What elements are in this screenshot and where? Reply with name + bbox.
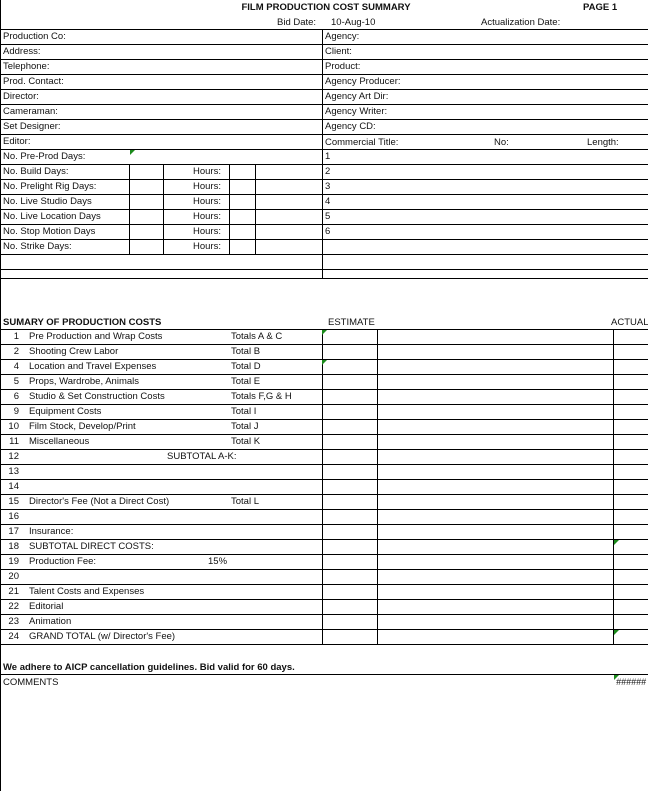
- estimate-header: ESTIMATE: [328, 317, 375, 328]
- summary-row-label: Equipment Costs: [29, 406, 102, 417]
- hours-label: Hours:: [193, 211, 221, 222]
- rule-line: [0, 59, 648, 60]
- summary-row-number: 2: [13, 346, 19, 357]
- rule-line: [0, 404, 648, 405]
- summary-row-label: GRAND TOTAL (w/ Director's Fee): [29, 631, 176, 642]
- summary-row-number: 5: [13, 376, 19, 387]
- summary-row-total: Total B: [231, 346, 261, 357]
- summary-row-number: 9: [13, 406, 19, 417]
- rule-line: [0, 344, 648, 345]
- summary-row-number: 21: [8, 586, 19, 597]
- summary-row-number: 19: [8, 556, 19, 567]
- info-label-right: Agency CD:: [325, 121, 376, 132]
- summary-row-number: 20: [8, 571, 19, 582]
- commercial-number: 5: [325, 211, 331, 222]
- summary-row-number: 6: [13, 391, 19, 402]
- rule-line: [0, 134, 648, 135]
- summary-row-number: 16: [8, 511, 19, 522]
- summary-row-number: 22: [8, 601, 19, 612]
- hours-label: Hours:: [193, 196, 221, 207]
- rule-line: [0, 464, 648, 465]
- summary-row-total: Total D: [231, 361, 261, 372]
- rule-line: [0, 389, 648, 390]
- hours-label: Hours:: [193, 181, 221, 192]
- summary-row-total: Totals F,G & H: [231, 391, 292, 402]
- note-indicator-icon: [614, 540, 619, 545]
- summary-row-total: Total J: [231, 421, 259, 432]
- summary-row-label: Pre Production and Wrap Costs: [29, 331, 163, 342]
- summary-row-total: Total E: [231, 376, 261, 387]
- summary-row-label: Production Fee:: [29, 556, 97, 567]
- rule-line: [0, 419, 648, 420]
- commercial-number: 1: [325, 151, 331, 162]
- production-fee-percent: 15%: [208, 556, 228, 567]
- days-label: No. Strike Days:: [3, 241, 72, 252]
- rule-line: [0, 614, 648, 615]
- summary-row-label: Insurance:: [29, 526, 74, 537]
- rule-line: [0, 44, 648, 45]
- rule-line: [0, 224, 648, 225]
- summary-row-total: Total I: [231, 406, 257, 417]
- info-label-left: Editor:: [3, 136, 31, 147]
- rule-line: [0, 674, 648, 675]
- info-label-right: Agency Writer:: [325, 106, 388, 117]
- note-indicator-icon: [614, 630, 619, 635]
- days-label: No. Build Days:: [3, 166, 69, 177]
- info-label-left: Address:: [3, 46, 41, 57]
- summary-row-label: Studio & Set Construction Costs: [29, 391, 165, 402]
- summary-title: SUMARY OF PRODUCTION COSTS: [3, 317, 162, 328]
- summary-row-number: 11: [9, 436, 19, 447]
- info-label-left: Telephone:: [3, 61, 50, 72]
- info-label-left: Prod. Contact:: [3, 76, 64, 87]
- commercial-number: 3: [325, 181, 331, 192]
- summary-row-number: 17: [8, 526, 19, 537]
- rule-line: [0, 509, 648, 510]
- rule-line: [0, 449, 648, 450]
- rule-line: [0, 374, 648, 375]
- page-number: PAGE 1: [583, 2, 618, 13]
- rule-line: [0, 644, 648, 645]
- commercial-number: 6: [325, 226, 331, 237]
- rule-line: [0, 104, 648, 105]
- days-label: No. Live Location Days: [3, 211, 101, 222]
- rule-line: [0, 149, 648, 150]
- summary-row-label: Animation: [29, 616, 72, 627]
- summary-row-number: 13: [8, 466, 19, 477]
- rule-line: [0, 74, 648, 75]
- bid-date-value[interactable]: 10-Aug-10: [331, 17, 376, 28]
- info-label-right: Agency:: [325, 31, 360, 42]
- rule-line: [0, 569, 648, 570]
- rule-line: [0, 194, 648, 195]
- rule-line: [129, 164, 130, 254]
- commercial-number: 2: [325, 166, 331, 177]
- subtotal-ak-label: SUBTOTAL A-K:: [167, 451, 237, 462]
- rule-line: [0, 179, 648, 180]
- overflow-cell: ######: [616, 677, 647, 687]
- info-label-left: Production Co:: [3, 31, 66, 42]
- summary-row-number: 24: [8, 631, 19, 642]
- note-indicator-icon: [614, 675, 619, 680]
- note-indicator-icon: [322, 360, 327, 365]
- note-indicator-icon: [322, 330, 327, 335]
- rule-line: [0, 119, 648, 120]
- rule-line: [0, 434, 648, 435]
- days-label: No. Live Studio Days: [3, 196, 92, 207]
- hours-label: Hours:: [193, 241, 221, 252]
- commercial-number: 4: [325, 196, 331, 207]
- summary-row-label: Director's Fee (Not a Direct Cost): [29, 496, 170, 507]
- rule-line: [0, 209, 648, 210]
- commercial-no-label: No:: [494, 137, 509, 148]
- rule-line: [0, 629, 648, 630]
- summary-row-label: Film Stock, Develop/Print: [29, 421, 136, 432]
- summary-row-label: Location and Travel Expenses: [29, 361, 157, 372]
- estimate-col-left: [322, 329, 323, 644]
- rule-line: [0, 584, 648, 585]
- rule-line: [229, 164, 230, 254]
- summary-row-label: Talent Costs and Expenses: [29, 586, 145, 597]
- info-label-left: Director:: [3, 91, 39, 102]
- comments-label: COMMENTS: [3, 677, 59, 688]
- days-label: No. Pre-Prod Days:: [3, 151, 86, 162]
- summary-row-number: 4: [13, 361, 19, 372]
- rule-line: [0, 89, 648, 90]
- summary-row-number: 18: [8, 541, 19, 552]
- cancellation-note: We adhere to AICP cancellation guidelines. Bid valid for 60 days.: [3, 662, 295, 673]
- estimate-col-right: [377, 329, 378, 644]
- info-label-left: Set Designer:: [3, 121, 61, 132]
- summary-row-number: 12: [8, 451, 19, 462]
- summary-row-total: Totals A & C: [231, 331, 283, 342]
- center-divider: [322, 29, 323, 278]
- page-title: FILM PRODUCTION COST SUMMARY: [241, 2, 411, 13]
- rule-line: [0, 524, 648, 525]
- summary-row-total: Total L: [231, 496, 259, 507]
- summary-row-number: 14: [8, 481, 19, 492]
- summary-row-label: Miscellaneous: [29, 436, 90, 447]
- summary-row-number: 23: [8, 616, 19, 627]
- actual-header: ACTUAL: [611, 317, 648, 328]
- rule-line: [0, 239, 648, 240]
- actualization-date-label: Actualization Date:: [481, 17, 561, 28]
- rule-line: [0, 539, 648, 540]
- info-label-left: Cameraman:: [3, 106, 58, 117]
- rule-line: [0, 254, 648, 255]
- note-indicator-icon: [130, 150, 135, 155]
- rule-line: [0, 494, 648, 495]
- rule-line: [163, 164, 164, 254]
- rule-line: [0, 29, 648, 30]
- summary-row-label: SUBTOTAL DIRECT COSTS:: [29, 541, 154, 552]
- rule-line: [0, 278, 648, 279]
- info-label-right: Client:: [325, 46, 352, 57]
- bid-date-label: Bid Date:: [277, 17, 317, 28]
- commercial-length-label: Length:: [587, 137, 619, 148]
- rule-line: [0, 164, 648, 165]
- summary-row-label: Props, Wardrobe, Animals: [29, 376, 139, 387]
- actual-col-left: [613, 329, 614, 644]
- rule-line: [0, 599, 648, 600]
- hours-label: Hours:: [193, 226, 221, 237]
- rule-line: [0, 554, 648, 555]
- info-label-right: Agency Art Dir:: [325, 91, 389, 102]
- summary-row-total: Total K: [231, 436, 261, 447]
- days-label: No. Stop Motion Days: [3, 226, 96, 237]
- summary-row-label: Editorial: [29, 601, 64, 612]
- summary-row-label: Shooting Crew Labor: [29, 346, 119, 357]
- summary-row-number: 1: [13, 331, 19, 342]
- info-label-right: Agency Producer:: [325, 76, 401, 87]
- rule-line: [0, 479, 648, 480]
- hours-label: Hours:: [193, 166, 221, 177]
- summary-row-number: 15: [8, 496, 19, 507]
- rule-line: [0, 269, 648, 270]
- commercial-title-label: Commercial Title:: [325, 137, 399, 148]
- days-label: No. Prelight Rig Days:: [3, 181, 97, 192]
- rule-line: [255, 164, 256, 254]
- info-label-right: Product:: [325, 61, 361, 72]
- summary-row-number: 10: [8, 421, 19, 432]
